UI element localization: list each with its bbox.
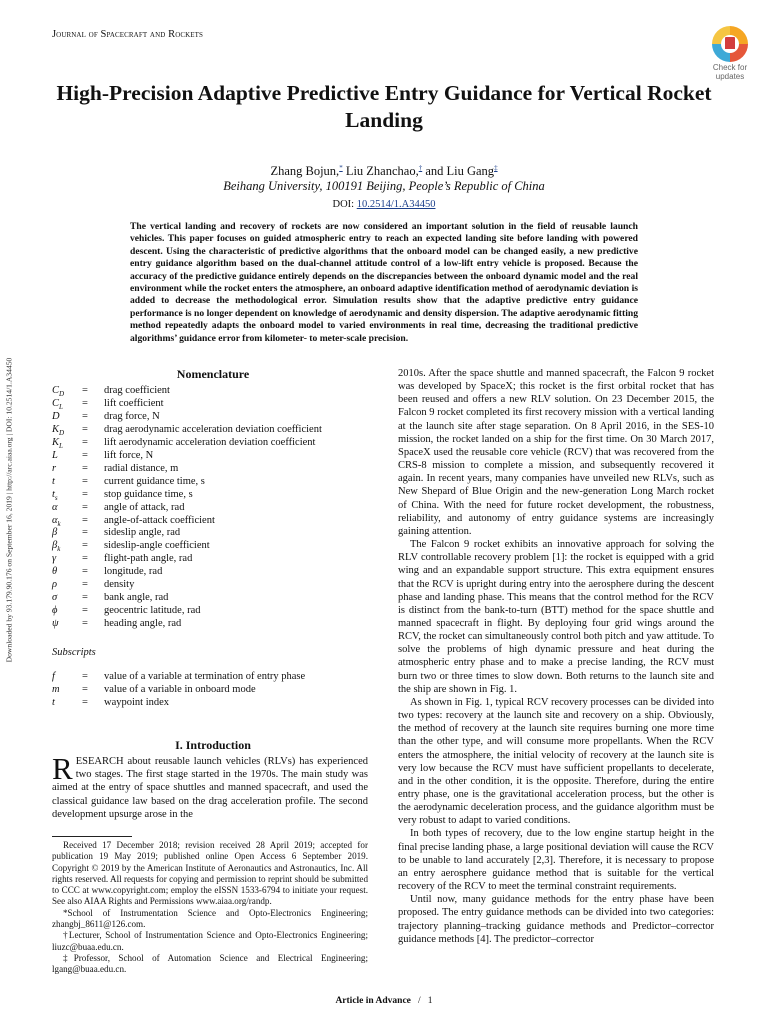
nomenclature-row (52, 488, 382, 501)
equals-sign: = (82, 397, 88, 409)
symbol: β (52, 527, 58, 539)
footnote-rule (52, 836, 132, 837)
definition: lift coefficient (104, 397, 164, 409)
definition: geocentric latitude, rad (104, 605, 201, 617)
definition: radial distance, m (104, 462, 179, 474)
affiliation: Beihang University, 100191 Beijing, People’s Republic of China (223, 179, 545, 193)
equals-sign: = (82, 618, 88, 630)
nomenclature-row (52, 578, 382, 591)
introduction-text (52, 751, 368, 821)
equals-sign: = (82, 488, 88, 500)
symbol: t (52, 475, 55, 487)
footnote-author-2: †Lecturer, School of Instrumentation Science and Opto-Electronics Engineering; liuzc@buaa.edu.cn. (52, 930, 368, 952)
definition: density (104, 579, 135, 591)
equals-sign: = (82, 410, 88, 422)
definition: angle-of-attack coefficient (104, 514, 215, 526)
definition: angle of attack, rad (104, 501, 185, 513)
symbol: σ (52, 592, 58, 604)
nomenclature-row (52, 683, 382, 696)
definition: drag aerodynamic acceleration deviation coefficient (104, 423, 322, 435)
paper-title: High-Precision Adaptive Predictive Entry Guidance for Vertical Rocket Landing (56, 81, 712, 132)
symbol: r (52, 462, 57, 474)
equals-sign: = (82, 501, 88, 513)
definition: heading angle, rad (104, 618, 182, 630)
nomenclature-row (52, 526, 382, 539)
equals-sign: = (82, 592, 88, 604)
paragraph-4: In both types of recovery, due to the low engine startup height in the final precise landing phase, a large positional deviation will cause the RCV to be unable to land accurately [2,3]. Therefore, it is necessary to propose an entry aerosphere guidance method that is suitable for the vertical recovery of the RCV to meet the terminal constraint requirements. (398, 828, 714, 893)
symbol: γ (52, 553, 57, 565)
symbol: $C_L$ (52, 397, 63, 412)
equals-sign: = (82, 385, 88, 396)
symbol: $t_s$ (52, 488, 58, 502)
definition: drag force, N (104, 410, 160, 422)
journal-name: Journal of Spacecraft and Rockets (52, 29, 204, 40)
nomenclature-row (52, 696, 382, 709)
symbol: D (52, 410, 60, 422)
author-1: Zhang Bojun, (270, 164, 340, 178)
definition: flight-path angle, rad (104, 553, 193, 565)
definition: value of a variable in onboard mode (104, 684, 256, 695)
equals-sign: = (82, 697, 88, 708)
page-footer (0, 996, 768, 1006)
definition: waypoint index (104, 697, 170, 708)
download-sidebar-text: Downloaded by 93.179.90.176 on September 16, 2019 | http://arc.aiaa.org | DOI: 10.2514/1.A34450 (4, 357, 14, 663)
nomenclature-row (52, 552, 382, 565)
footnotes (52, 840, 368, 976)
footer-separator: / (418, 996, 421, 1006)
nomenclature-row (52, 539, 382, 552)
equals-sign: = (82, 671, 88, 682)
doi-prefix: DOI: (332, 199, 355, 210)
author-1-footnote-link[interactable]: * (339, 163, 343, 172)
definition: drag coefficient (104, 385, 170, 396)
symbol: $K_D$ (52, 423, 65, 437)
nomenclature-row (52, 514, 382, 527)
equals-sign: = (82, 514, 88, 526)
right-column (398, 367, 714, 946)
author-list (0, 164, 768, 179)
introduction-heading: I. Introduction (175, 738, 251, 752)
definition: sideslip angle, rad (104, 527, 181, 539)
drop-cap: R (52, 751, 73, 786)
paragraph-1: 2010s. After the space shuttle and manned spacecraft, the Falcon 9 rocket was developed by SpaceX; this rocket is the first orbital rocket that has been reused and offers a new RLV solution. On 23 December 2015, the Falcon 9 rocket completed its first recovery mission with a vertical landing at the launch site after stage separation. On 8 April 2016, in the SES-10 mission, the rocket landed on a ship for the first time. On 30 March 2017, SpaceX used the reusable core vehicle (RCV) that was recovered from the CRS-8 mission to complete a mission, and subsequently recovered it again. In recent years, many companies have unveiled new RLVs, such as New Shepard of Blue Origin and the new-generation Long March rocket of China. With the need for future rocket development, the robustness, reliability, and autonomy of entry guidance systems are increasingly gaining attention. (398, 368, 714, 537)
symbol: ρ (52, 579, 58, 591)
equals-sign: = (82, 684, 88, 695)
equals-sign: = (82, 566, 88, 578)
equals-sign: = (82, 579, 88, 591)
author-3-footnote-link[interactable]: ‡ (494, 163, 498, 172)
symbol: $\beta_k$ (52, 540, 61, 554)
footer-label: Article in Advance (335, 996, 411, 1006)
definition: bank angle, rad (104, 592, 169, 604)
definition: lift aerodynamic acceleration deviation coefficient (104, 436, 316, 448)
equals-sign: = (82, 423, 88, 435)
nomenclature-heading: Nomenclature (176, 367, 250, 381)
equals-sign: = (82, 605, 88, 617)
paragraph-2: The Falcon 9 rocket exhibits an innovative approach for solving the RLV controllable recovery problem [1]: the rocket is equipped with a grid wing and an expandable support structure. This extra equipment ensures that the RCV is upright during entry into the aerosphere during the descent phase and landing phase. This means that the control method for the RCV is distinct from the bank-to-turn (BTT) method for the space shuttle and manned spacecraft in flight. By deploying four grid wings around the RCV, the rocket can simultaneously control both pitch and yaw attitude. To solve the problems of high dynamic pressure and heat during the atmospheric entry phase and to make a precise landing, the RCV must burn two or three times to slow down. Both returns to the launch site and the ship are shown in Fig. 1. (398, 539, 714, 695)
page-number: 1 (427, 996, 433, 1006)
introduction-body: ESEARCH about reusable launch vehicles (RLVs) has experienced two stages. The first stage started in the 1970s. The main study was aimed at the entry of space shuttles and manned spacecraft, and used the classical guidance law based on the drag acceleration profile. The second development upsurge arose in the (52, 756, 368, 820)
abstract: The vertical landing and recovery of rockets are now considered an important solution in the field of reusable launch vehicles. This paper focuses on guided atmospheric entry to reach an expected landing site before landing with powered descent. Using the characteristic of predictive algorithms that the onboard model can be changed easily, a new predictive entry guidance algorithm based on the dual-channel attitude control of a low-lift entry vehicle is proposed. Because the accuracy of the predictive guidance entirely depends on the discrepancies between the onboard dynamic model and the real environment while the rocket enters the atmosphere, an onboard adaptive identification method of aerodynamic deviation is added to decrease the methodological error. Simulation results show that the adaptive predictive entry guidance performance is no longer dependent on knowledge of aerodynamic and density dispersion. The adaptive aerodynamic fitting method repeatedly adapts the onboard model to varied environments in real time, decreasing the traditional predictive algorithms’ guidance error from kilometer- to meter-scale precision. (130, 221, 638, 344)
nomenclature-row (52, 501, 382, 514)
nomenclature-row (52, 410, 382, 423)
definition: value of a variable at termination of entry phase (104, 671, 306, 682)
symbol: $C_D$ (52, 385, 65, 399)
nomenclature-row (52, 475, 382, 488)
nomenclature-row (52, 670, 382, 683)
author-2-footnote-link[interactable]: † (418, 163, 423, 172)
equals-sign: = (82, 436, 88, 448)
nomenclature-row (52, 591, 382, 604)
symbol: t (52, 697, 55, 708)
nomenclature-row (52, 397, 382, 410)
nomenclature-row (52, 604, 382, 617)
author-2: Liu Zhanchao, (345, 164, 419, 178)
symbol: L (52, 449, 58, 461)
download-sidebar (2, 325, 16, 695)
nomenclature-row (52, 384, 382, 397)
doi-line (0, 199, 768, 210)
symbol: α (52, 501, 58, 513)
paragraph-3: As shown in Fig. 1, typical RCV recovery processes can be divided into two types: recovery at the launch site and recovery on a ship. Obviously, the method of recovery at the launch site requires burning one more time than the other type, and will consume more propellants. When the RCV enters the atmosphere, the initial velocity of recovery at the launch site is very low because the RCV must have sufficient propellants to decelerate, and in the other condition, it is the opposite. Therefore, during the entire entry phase, one is the gravitational acceleration process, but the other is the aerodynamic deceleration process, and the guidance algorithm must be very robust to adapt to varied conditions. (398, 696, 714, 827)
badge-label: Check for updates (712, 63, 748, 81)
definition: lift force, N (104, 449, 154, 461)
definition: sideslip-angle coefficient (104, 540, 210, 552)
definition: longitude, rad (104, 566, 163, 578)
equals-sign: = (82, 553, 88, 565)
symbol: m (52, 684, 60, 695)
definition: current guidance time, s (104, 475, 205, 487)
equals-sign: = (82, 475, 88, 487)
footnote-author-3: ‡Professor, School of Automation Science and Electrical Engineering; lgang@buaa.edu.cn. (52, 952, 368, 975)
equals-sign: = (82, 449, 88, 461)
nomenclature-row (52, 462, 382, 475)
nomenclature-row (52, 423, 382, 436)
equals-sign: = (82, 462, 88, 474)
author-3: and Liu Gang (425, 164, 495, 178)
symbol: f (52, 671, 55, 682)
nomenclature-row (52, 617, 382, 630)
symbol: $K_L$ (52, 436, 63, 450)
updates-icon (712, 26, 748, 62)
paragraph-5: Until now, many guidance methods for the entry phase have been proposed. The entry guidance methods can be divided into two categories: trajectory planning–tracking guidance methods and Predictor–corrector guidance methods [4]. The predictor–corrector (398, 894, 714, 945)
check-for-updates-badge[interactable] (703, 26, 757, 82)
nomenclature-row (52, 436, 382, 449)
equals-sign: = (82, 540, 88, 552)
symbol: $\alpha_k$ (52, 514, 61, 528)
symbol: ψ (52, 618, 59, 630)
footnote-author-1: *School of Instrumentation Science and Opto-Electronics Engineering; zhangbj_8611@126.com. (52, 907, 368, 930)
footnote-received: Received 17 December 2018; revision received 28 April 2019; accepted for publication 19 May 2019; published online Open Access 6 September 2019. Copyright © 2019 by the American Institute of Aeronautics and Astronautics, Inc. All rights reserved. All requests for copying and permission to reprint should be submitted to CCC at www.copyright.com; employ the eISSN 1533-6794 to initiate your request. See also AIAA Rights and Permissions www.aiaa.org/randp. (52, 840, 368, 907)
equals-sign: = (82, 527, 88, 539)
nomenclature-row (52, 565, 382, 578)
symbol: ϕ (52, 605, 58, 617)
symbol: θ (52, 566, 58, 578)
nomenclature-row (52, 449, 382, 462)
subscripts-heading: Subscripts (52, 647, 96, 658)
definition: stop guidance time, s (104, 488, 193, 500)
doi-link[interactable]: 10.2514/1.A34450 (356, 199, 436, 210)
